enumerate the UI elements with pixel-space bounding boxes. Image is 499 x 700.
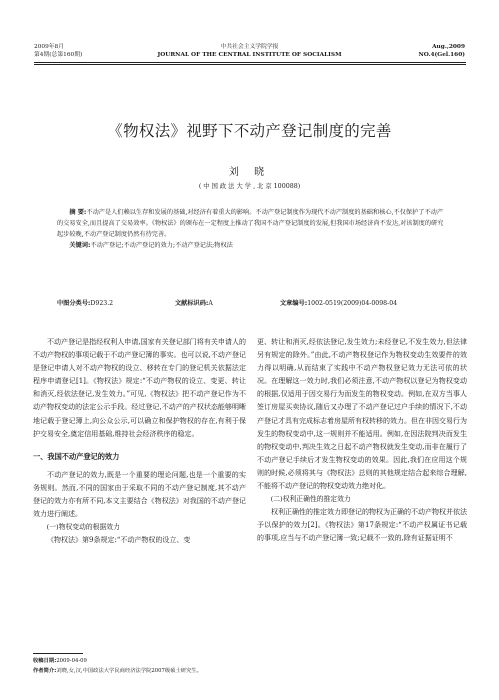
journal-name-cn: 中共社会主义学院学报 [220,44,279,50]
issue-number: 第4期(总第160期) [34,52,83,58]
header-rule-thick [34,62,466,63]
received-date [33,657,87,665]
body-column-right [257,336,467,546]
body-paragraph: 更、转让和消灭,经依法登记,发生效力;未经登记,不发生效力,但法律另有规定的除外。”由此,不动产物权登记作为物权变动生效要件的效力得以明确,从而结束了实践中不动产物权登记效力无法可依的状况。在理解这一效力时,我们必须注意,不动产物权以登记为物权变动的根据,仅适用于因交易行为而发生的物权变动。例如,在双方当事人签订房屋买卖协议,随后又办理了不动产登记过户手续的情况下,不动产登记才具有完成标志着房屋所有权转移的效力。但在非因交易行为发生的物权变动中,这一规则并不能适用。例如,在因法院判决而发生的物权变动中,判决生效之日起不动产物权就发生变动,而非在履行了不动产登记手续后才发生物权变动的效果。因此,我们在应用这个规则的时候,必须将其与《物权法》总则的其他规定结合起来综合理解,不能将不动产登记的物权变动效力绝对化。 [257,338,467,491]
body-column-left [33,336,246,547]
running-header-right [418,43,465,59]
clc-value: D923.2 [90,300,114,307]
keywords-text: 不动产登记;不动产登记的效力;不动产登记法;物权法 [90,242,233,249]
author-affiliation: ( 中 国 政 法 大 学 , 北 京 100088) [198,183,301,190]
body-paragraph: 不动产登记是指经权利人申请,国家有关登记部门将有关申请人的不动产物权的事项记载于不动产登记簿的事实。也可以说,不动产登记是登记申请人对不动产物权的设立、移转在专门的登记机关依据法定程序申请登记[1]。《物权法》规定:“不动产物权的设立、变更、转让和消灭,经依法登记,发生效力。”可见,《物权法》把不动产登记作为不动产物权变动的法定公示手段。经过登记,不动产的产权状态能够明晰地记载于登记簿上,向公众公示,可以确立和保护物权的存在,有利于保护交易安全,奠定信用基础,维持社会经济秩序的稳定。 [33,338,246,438]
section-heading: 一、我国不动产登记的效力 [33,451,120,461]
received-value: 2009-04-09 [56,658,87,664]
article-number [280,298,397,307]
keywords-label: 关键词: [69,242,91,249]
abstract-label: 摘 要: [69,209,87,216]
article-number-label: 文章编号: [280,300,308,307]
document-code-value: A [208,300,213,307]
article-author: 刘 晓 [228,167,271,178]
footnote-rule [33,653,83,654]
author-bio-value: 刘晓,女,汉,中国政法大学民商经济法学院2007级硕士研究生。 [56,668,202,674]
subsection-heading: (一)物权变动的根据效力 [46,523,120,532]
clc-label: 中图分类号: [57,300,91,307]
subsection-heading: (二)权利正确性的推定效力 [270,495,351,504]
clc-number [57,298,113,307]
article-number-value: 1002-0519(2009)04-0098-04 [307,300,398,307]
document-code [175,298,213,307]
journal-name-en: JOURNAL OF THE CENTRAL INSTITUTE OF SOCIALISM [157,52,342,58]
author-bio-label: 作者简介: [33,668,57,674]
document-code-label: 文献标识码: [175,300,209,307]
body-paragraph: 《物权法》第9条规定:“不动产物权的设立、变 [47,536,191,545]
article-title: 《物权法》视野下不动产登记制度的完善 [107,122,392,140]
issue-date: 2009年8月 [34,44,65,50]
abstract [57,207,445,251]
header-rule-thin [34,64,466,65]
issue-date-en: Aug.,2009 [432,44,465,50]
issue-number-en: NO.4(Gel.160) [418,52,465,58]
abstract-text: 不动产是人们赖以生存和发展的基础,对经济有着重大的影响。不动产登记制度作为现代不动产制度的基础和核心,不仅保护了不动产的交易安全,而且提高了交易效率。《物权法》的颁布在一定程度上推动了我国不动产登记制度的发展,但我国市场经济尚不发达,对该制度的研究起步较晚,不动产登记制度仍然有待完善。 [57,209,444,238]
author-bio [33,667,202,675]
received-label: 收稿日期: [33,658,57,664]
body-paragraph: 不动产登记的效力,既是一个重要的理论问题,也是一个重要的实务规则。然而,不同的国家由于采取不同的不动产登记制度,其不动产登记的效力亦有所不同,本文主要结合《物权法》对我国的不动产登记效力进行阐述。 [33,470,246,519]
body-paragraph: 权利正确性的推定效力即登记的物权为正确的不动产物权并依法予以保护的效力[2]。《物权法》第17条规定:“不动产权属证书记载的事项,应当与不动产登记簿一致;记载不一致的,除有证据证明不 [257,508,467,543]
